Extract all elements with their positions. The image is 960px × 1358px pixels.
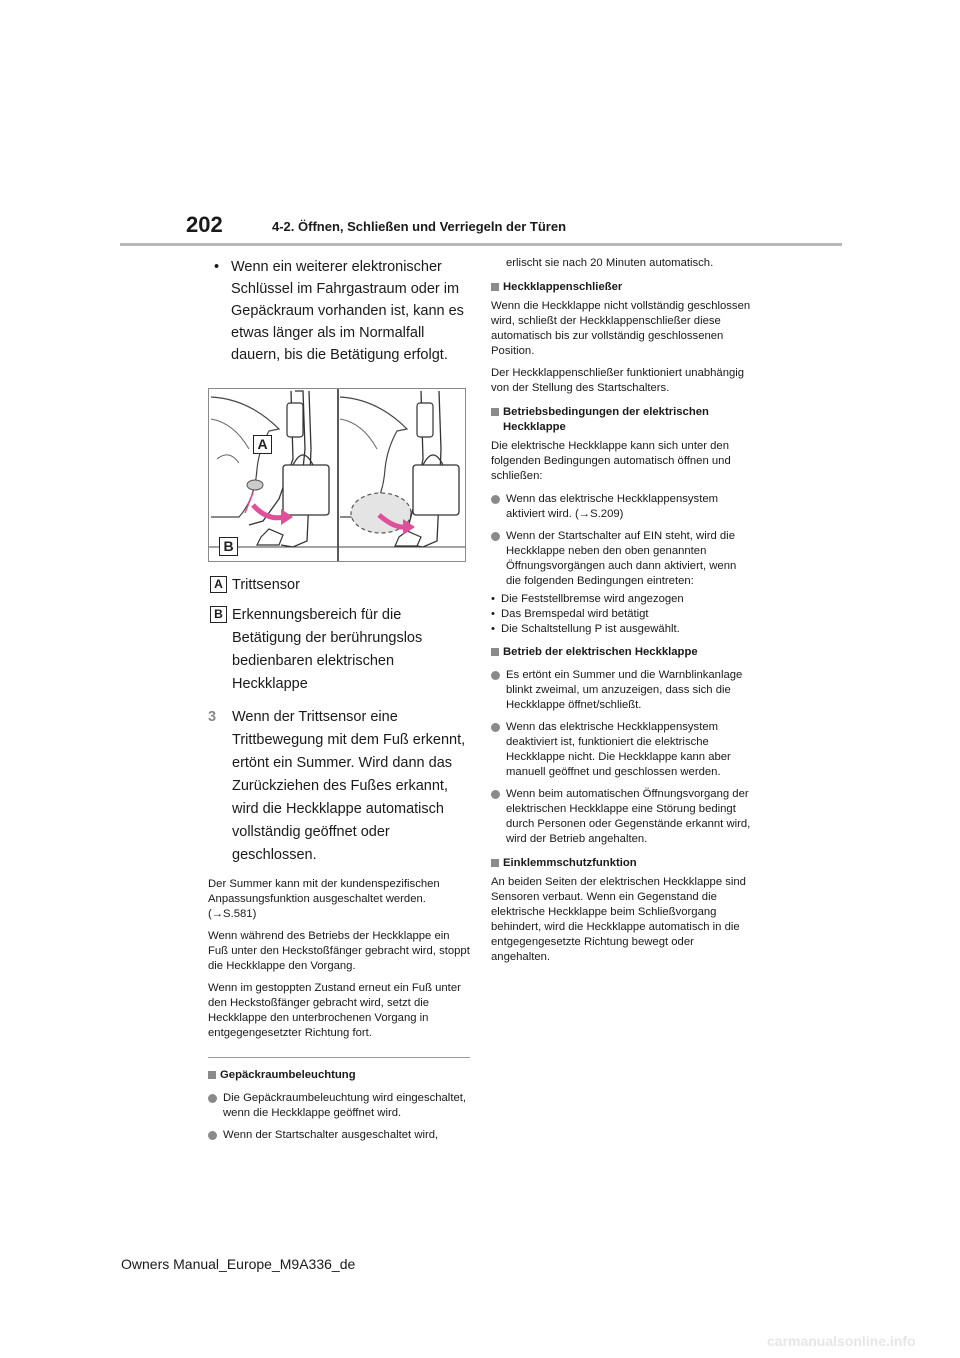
sensor-pointer <box>245 493 253 513</box>
trittsensor-mark <box>247 480 263 490</box>
section-square-icon <box>491 648 499 656</box>
circle-bullet-icon <box>491 790 500 799</box>
sublist-item-2 <box>491 607 753 622</box>
item-text: Die Gepäckraumbeleuchtung wird eingeschaltet, wenn die Heckklappe geöffnet wird. <box>223 1092 467 1119</box>
legend-text-b: Erkennungsbereich für die Betätigung der berührungslos bedienbaren elektrischen Heckklappe <box>232 607 423 692</box>
section-title-text: Betrieb der elektrischen Heckklappe <box>503 646 698 658</box>
intro-bullet-item <box>208 256 470 366</box>
operation-item-3 <box>491 787 753 847</box>
section-divider <box>208 1057 470 1058</box>
pinch-text: An beiden Seiten der elektrischen Heckklappe sind Sensoren verbaut. Wenn ein Gegenstand die elektrische Heckklappe beim Schließvorgang behindert, wird die Heckklappe automatisch in die entgegengesetzte Richtung bewegt oder angehalten. <box>491 876 746 963</box>
closer-para-2: Der Heckklappenschließer funktioniert unabhängig von der Stellung des Startschalters. <box>491 367 745 394</box>
car-rear-left <box>211 397 279 517</box>
conditions-intro: Die elektrische Heckklappe kann sich unter den folgenden Bedingungen automatisch öffnen und schließen: <box>491 440 731 482</box>
bullet-marker: • <box>491 623 495 635</box>
legend-key-b: B <box>210 606 227 623</box>
section-square-icon <box>208 1071 216 1079</box>
circle-bullet-icon <box>208 1131 217 1140</box>
circle-bullet-icon <box>491 671 500 680</box>
chapter-title: 4-2. Öffnen, Schließen und Verriegeln der Türen <box>272 219 567 234</box>
circle-bullet-icon <box>491 532 500 541</box>
section-title-conditions <box>491 405 753 435</box>
watermark: carmanualsonline.info <box>767 1333 916 1349</box>
bumper-line-left <box>211 419 249 449</box>
note-reverse: Wenn im gestoppten Zustand erneut ein Fuß unter den Heckstoßfänger gebracht wird, setzt die Heckklappe den unterbrochenen Vorgang in entgegengesetzter Richtung fort. <box>208 982 461 1039</box>
item-text: Wenn das elektrische Heckklappensystem deaktiviert ist, funktioniert die elektrische Heckklappe nicht. Die Heckklappe kann aber manuell geöffnet und geschlossen werden. <box>506 721 731 778</box>
figure-label-a: A <box>253 435 272 454</box>
item-text: Wenn der Startschalter ausgeschaltet wird, <box>223 1129 439 1141</box>
step-3 <box>208 706 470 867</box>
section-title-luggage <box>208 1068 470 1083</box>
sublist-text: Die Feststellbremse wird angezogen <box>501 593 684 605</box>
item-text: Es ertönt ein Summer und die Warnblinkanlage blinkt zweimal, um anzuzeigen, dass sich die Heckklappe öffnet/schließt. <box>506 669 743 711</box>
conditions-item-1 <box>491 492 753 522</box>
bullet-marker: • <box>491 593 495 605</box>
sublist-text: Das Bremspedal wird betätigt <box>501 608 649 620</box>
step-number: 3 <box>208 709 217 725</box>
circle-bullet-icon <box>491 495 500 504</box>
intro-text: Wenn ein weiterer elektronischer Schlüssel im Fahrgastraum oder im Gepäckraum vorhanden ist, kann es etwas länger als im Normalfall dauern, bis die Betätigung erfolgt. <box>231 259 464 363</box>
sublist-item-1 <box>491 592 753 607</box>
notes <box>208 877 470 1041</box>
step-text: Wenn der Trittsensor eine Trittbewegung mit dem Fuß erkennt, ertönt ein Summer. Wird dann das Zurückziehen des Fußes erkannt, wird die Heckklappe automatisch vollständig geöffnet oder geschlossen. <box>232 709 466 863</box>
note-stop: Wenn während des Betriebs der Heckklappe ein Fuß unter den Heckstoßfänger gebracht wird, stoppt die Heckklappe den Vorgang. <box>208 930 470 972</box>
bullet-marker: • <box>214 259 220 275</box>
legend-b <box>208 604 470 696</box>
conditions-item-2 <box>491 529 753 589</box>
section-title-text: Gepäckraumbeleuchtung <box>220 1069 356 1081</box>
figure-label-b: B <box>219 537 238 556</box>
hand-right <box>417 403 433 437</box>
operation-item-2 <box>491 720 753 780</box>
circle-bullet-icon <box>208 1094 217 1103</box>
taillight-left <box>217 455 239 463</box>
section-title-text: Einklemmschutzfunktion <box>503 857 637 869</box>
left-column <box>208 256 470 1150</box>
section-square-icon <box>491 859 499 867</box>
kick-arrow-left <box>253 505 285 518</box>
section-luggage-light <box>208 1068 470 1143</box>
header-rule <box>120 243 842 246</box>
item-text: Wenn das elektrische Heckklappensystem aktiviert wird. (→S.209) <box>506 493 719 520</box>
bumper-line-right <box>340 419 377 449</box>
luggage-item-2 <box>208 1128 470 1143</box>
section-title-text: Betriebsbedingungen der elektrischen Heckklappe <box>503 406 709 433</box>
sublist-text: Die Schaltstellung P ist ausgewählt. <box>501 623 680 635</box>
foot-sensor-illustration <box>208 388 466 562</box>
sublist-item-3 <box>491 622 753 637</box>
shoe-left <box>257 529 283 545</box>
page-number: 202 <box>186 212 223 237</box>
legend-key-a: A <box>210 576 227 593</box>
bag-left <box>283 465 329 515</box>
right-column <box>491 256 753 965</box>
circle-bullet-icon <box>491 723 500 732</box>
bullet-marker: • <box>491 608 495 620</box>
note-buzzer: Der Summer kann mit der kundenspezifischen Anpassungsfunktion ausgeschaltet werden. (→S.581) <box>208 878 440 920</box>
legend-a <box>208 574 470 596</box>
operation-item-1 <box>491 668 753 713</box>
item-text: Wenn beim automatischen Öffnungsvorgang der elektrischen Heckklappe eine Störung bedingt durch Personen oder Gegenstände erkannt wird, wird der Betrieb angehalten. <box>506 788 751 845</box>
luggage-item-1 <box>208 1091 470 1121</box>
legend-text-a: Trittsensor <box>232 577 300 593</box>
shoe-right <box>395 531 421 546</box>
section-title-operation <box>491 645 753 660</box>
section-title-pinch <box>491 856 753 871</box>
continuation-text: erlischt sie nach 20 Minuten automatisch. <box>506 257 714 269</box>
hand-left <box>287 403 303 437</box>
bag-right <box>413 465 459 515</box>
section-square-icon <box>491 283 499 291</box>
footer-text: Owners Manual_Europe_M9A336_de <box>121 1256 356 1272</box>
closer-para-1: Wenn die Heckklappe nicht vollständig geschlossen wird, schließt der Heckklappenschließer diese automatisch bis zur vollständig geschlossenen Position. <box>491 300 751 357</box>
conditions-sublist <box>491 592 753 637</box>
illustration-drawing <box>209 389 465 561</box>
section-title-text: Heckklappenschließer <box>503 281 623 293</box>
section-square-icon <box>491 408 499 416</box>
section-title-closer <box>491 280 753 295</box>
item-text: Wenn der Startschalter auf EIN steht, wird die Heckklappe neben den oben genannten Öffnungsvorgängen auch dann aktiviert, wenn die folgenden Bedingungen eintreten: <box>506 530 737 587</box>
